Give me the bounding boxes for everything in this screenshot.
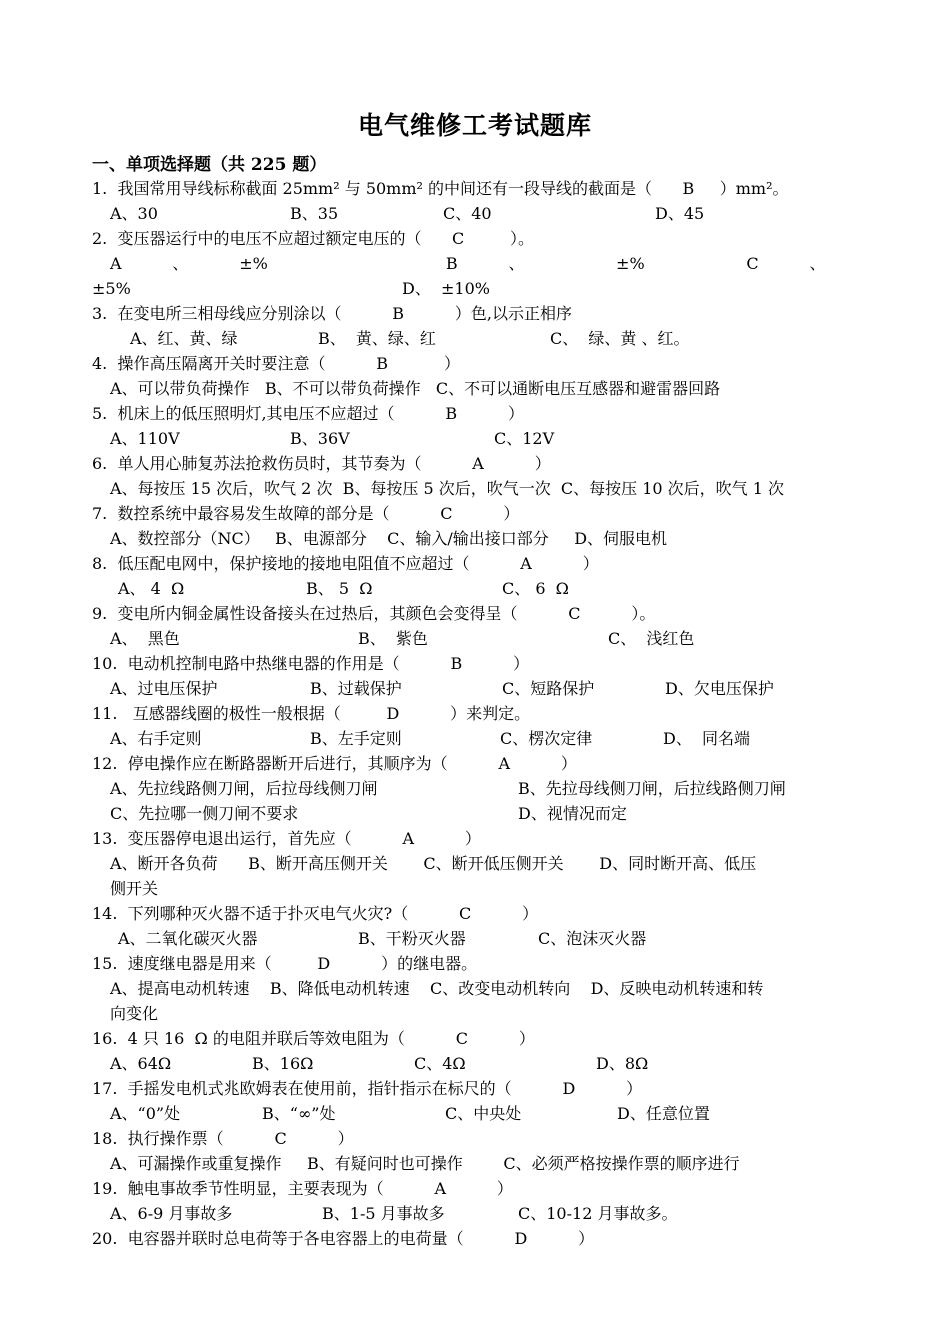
option-text: B、36V bbox=[290, 429, 350, 448]
question-text: 8. 低压配电网中，保护接地的接地电阻值不应超过（ A ） bbox=[92, 554, 599, 573]
option-text: B、干粉灭火器 bbox=[358, 929, 466, 948]
option-text: B、1-5 月事故多 bbox=[322, 1204, 445, 1223]
option-text: D、 同名端 bbox=[663, 729, 751, 748]
option-text: D、45 bbox=[655, 204, 705, 223]
question-text: 1. 我国常用导线标称截面 25mm² 与 50mm² 的中间还有一段导线的截面是（ B ）mm²。 bbox=[92, 179, 789, 198]
question-text: 16. 4 只 16 Ω 的电阻并联后等效电阻为（ C ） bbox=[92, 1029, 535, 1048]
option-text: B、 黄、绿、红 bbox=[318, 329, 436, 348]
option-text: B、16Ω bbox=[252, 1054, 314, 1073]
option-text: D、视情况而定 bbox=[518, 804, 627, 823]
option-text: A、先拉线路侧刀闸，后拉母线侧刀闸 bbox=[110, 779, 378, 798]
option-text: A、64Ω bbox=[110, 1054, 172, 1073]
option-text: A 、 ±% B 、 ±% C 、 bbox=[110, 254, 826, 273]
option-text: B、 5 Ω bbox=[306, 579, 373, 598]
option-text: A、右手定则 bbox=[110, 729, 202, 748]
question-text: 12. 停电操作应在断路器断开后进行，其顺序为（ A ） bbox=[92, 754, 577, 773]
option-text: C、短路保护 bbox=[502, 679, 595, 698]
question-text: 14. 下列哪种灭火器不适于扑灭电气火灾?（ C ） bbox=[92, 904, 539, 923]
option-text: A、可漏操作或重复操作 B、有疑问时也可操作 C、必须严格按操作票的顺序进行 bbox=[110, 1154, 740, 1173]
option-text: B、 紫色 bbox=[358, 629, 428, 648]
page-title: 电气维修工考试题库 bbox=[357, 111, 592, 140]
option-text: A、6-9 月事故多 bbox=[110, 1204, 233, 1223]
question-text: 15. 速度继电器是用来（ D ）的继电器。 bbox=[92, 954, 478, 973]
option-text: C、先拉哪一侧刀闸不要求 bbox=[110, 804, 299, 823]
question-text: 20. 电容器并联时总电荷等于各电容器上的电荷量（ D ） bbox=[92, 1229, 595, 1248]
option-text: C、泡沫灭火器 bbox=[538, 929, 647, 948]
option-text: C、4Ω bbox=[414, 1054, 466, 1073]
question-text: 13. 变压器停电退出运行，首先应（ A ） bbox=[92, 829, 481, 848]
option-text: A、30 bbox=[110, 204, 158, 223]
option-text: A、可以带负荷操作 B、不可以带负荷操作 C、不可以通断电压互感器和避雷器回路 bbox=[110, 379, 721, 398]
option-text: B、左手定则 bbox=[310, 729, 402, 748]
question-text: 18. 执行操作票（ C ） bbox=[92, 1129, 354, 1148]
question-text: 9. 变电所内铜金属性设备接头在过热后，其颜色会变得呈（ C ）。 bbox=[92, 604, 656, 623]
option-text: C、 绿、黄 、红。 bbox=[550, 329, 690, 348]
option-text: 向变化 bbox=[110, 1004, 159, 1023]
option-text: A、提高电动机转速 B、降低电动机转速 C、改变电动机转向 D、反映电动机转速和转 bbox=[110, 979, 764, 998]
option-text: D、任意位置 bbox=[617, 1104, 710, 1123]
option-text: A、110V bbox=[110, 429, 180, 448]
question-text: 3. 在变电所三相母线应分别涂以（ B ）色,以示正相序 bbox=[92, 304, 573, 323]
option-text: D、 ±10% bbox=[402, 279, 490, 298]
question-text: 2. 变压器运行中的电压不应超过额定电压的（ C ）。 bbox=[92, 229, 534, 248]
option-text: 侧开关 bbox=[110, 879, 159, 898]
question-text: 17. 手摇发电机式兆欧姆表在使用前，指针指示在标尺的（ D ） bbox=[92, 1079, 643, 1098]
question-text: 6. 单人用心肺复苏法抢救伤员时，其节奏为（ A ） bbox=[92, 454, 551, 473]
option-text: A、过电压保护 bbox=[110, 679, 218, 698]
option-text: ±5% bbox=[92, 279, 131, 298]
question-text: 10. 电动机控制电路中热继电器的作用是（ B ） bbox=[92, 654, 530, 673]
option-text: A、“0”处 bbox=[110, 1104, 181, 1123]
section-heading: 一、单项选择题（共 225 题） bbox=[92, 155, 327, 175]
option-text: A、红、黄、绿 bbox=[130, 329, 238, 348]
option-text: A、 黑色 bbox=[110, 629, 180, 648]
option-text: C、 6 Ω bbox=[502, 579, 569, 598]
option-text: D、8Ω bbox=[596, 1054, 649, 1073]
question-text: 5. 机床上的低压照明灯,其电压不应超过（ B ） bbox=[92, 404, 525, 423]
option-text: B、过载保护 bbox=[310, 679, 402, 698]
option-text: C、中央处 bbox=[445, 1104, 522, 1123]
option-text: A、二氧化碳灭火器 bbox=[118, 929, 258, 948]
question-text: 4. 操作高压隔离开关时要注意（ B ） bbox=[92, 354, 461, 373]
option-text: A、数控部分（NC） B、电源部分 C、输入/输出接口部分 D、伺服电机 bbox=[110, 529, 668, 548]
option-text: B、35 bbox=[290, 204, 339, 223]
option-text: C、楞次定律 bbox=[500, 729, 593, 748]
option-text: C、12V bbox=[494, 429, 555, 448]
option-text: B、先拉母线侧刀闸，后拉线路侧刀闸 bbox=[518, 779, 786, 798]
option-text: C、 浅红色 bbox=[608, 629, 695, 648]
option-text: A、断开各负荷 B、断开高压侧开关 C、断开低压侧开关 D、同时断开高、低压 bbox=[110, 854, 757, 873]
option-text: B、“∞”处 bbox=[262, 1104, 336, 1123]
option-text: A、每按压 15 次后，吹气 2 次 B、每按压 5 次后，吹气一次 C、每按压 10 次后，吹气 1 次 bbox=[110, 479, 785, 498]
option-text: C、40 bbox=[443, 204, 492, 223]
option-text: D、欠电压保护 bbox=[665, 679, 774, 698]
option-text: A、 4 Ω bbox=[118, 579, 185, 598]
question-text: 19. 触电事故季节性明显，主要表现为（ A ） bbox=[92, 1179, 513, 1198]
option-text: C、10-12 月事故多。 bbox=[518, 1204, 678, 1223]
question-text: 7. 数控系统中最容易发生故障的部分是（ C ） bbox=[92, 504, 520, 523]
question-text: 11. 互感器线圈的极性一般根据（ D ）来判定。 bbox=[92, 704, 531, 723]
